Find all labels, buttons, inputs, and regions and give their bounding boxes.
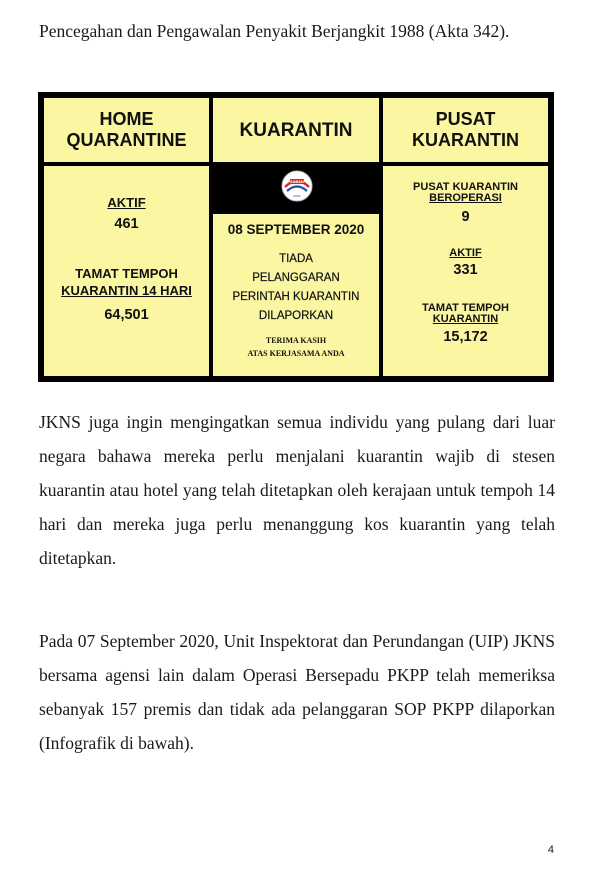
home-quarantine-panel [44,166,209,376]
jkns-logo-icon [281,170,313,202]
header-pusat-kuarantin: PUSAT KUARANTIN [383,98,548,162]
logo-label: SABAH [290,180,304,185]
pusat-beroperasi-label-2: BEROPERASI [429,192,502,204]
home-tamat-label-2: KUARANTIN 14 HARI [61,283,192,298]
home-aktif-label: AKTIF [107,195,146,210]
pusat-tamat-value: 15,172 [443,329,488,345]
page-number: 4 [547,844,554,856]
pusat-tamat-label-1: TAMAT TEMPOH [422,302,509,314]
paragraph-quarantine-reminder: JKNS juga ingin mengingatkan semua individu yang pulang dari luar negara bahawa mereka perlu menjalani kuarantin wajib di stesen kuarantin atau hotel yang telah ditetapkan oleh kerajaan untuk tempoh 14 hari dan mereka juga perlu menanggung kos kuarantin yang telah ditetapkan. [39,412,555,568]
status-line-2: PELANGGARAN [252,272,340,284]
thanks-line-1: TERIMA KASIH [265,336,327,345]
pusat-beroperasi-label-1: PUSAT KUARANTIN [413,181,518,193]
thanks-line-2: ATAS KERJASAMA ANDA [247,349,345,358]
logo-sublabel: JKNS [293,194,301,198]
quarantine-infographic [38,92,554,382]
home-tamat-label-1: TAMAT TEMPOH [75,266,178,281]
pusat-beroperasi-value: 9 [461,209,470,225]
header-kuarantin: KUARANTIN [213,98,379,162]
pusat-tamat-label-2: KUARANTIN [432,313,499,325]
status-line-4: DILAPORKAN [258,310,334,322]
infographic-date: 08 SEPTEMBER 2020 [227,222,365,237]
intro-text: Pencegahan dan Pengawalan Penyakit Berjangkit 1988 (Akta 342). [39,21,510,41]
home-aktif-value: 461 [114,216,139,232]
paragraph-inspection-report: Pada 07 September 2020, Unit Inspektorat dan Perundangan (UIP) JKNS bersama agensi lain dalam Operasi Bersepadu PKPP telah memeriksa sebanyak 157 premis dan tidak ada pelanggaran SOP PKPP dilaporkan (Infografik di bawah). [39,631,555,753]
header-home-quarantine: HOME QUARANTINE [44,98,209,162]
status-line-1: TIADA [279,253,313,265]
status-line-3: PERINTAH KUARANTIN [232,291,360,303]
pusat-aktif-label: AKTIF [449,247,482,259]
pusat-aktif-value: 331 [453,262,478,278]
kuarantin-status-panel [213,214,379,376]
home-tamat-value: 64,501 [104,307,149,323]
pusat-kuarantin-panel [383,166,548,376]
